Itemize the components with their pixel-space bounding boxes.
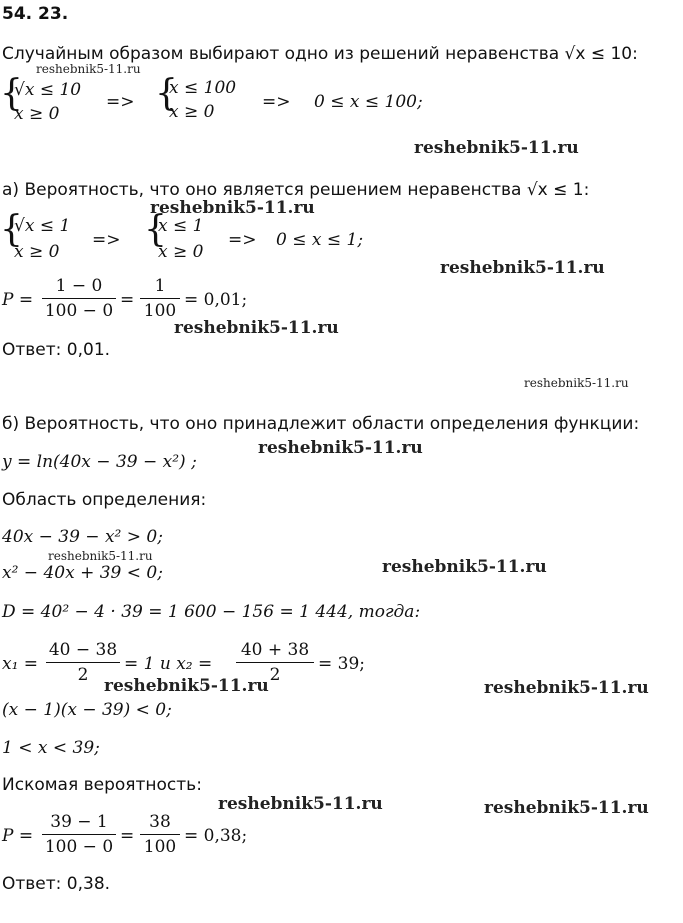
prob-b-fraction-2 [140,812,180,857]
prob-a-rest: = 0,01; [184,290,248,310]
sys1-arrow1: => [106,92,135,112]
fraction-bar [42,834,116,835]
watermark: reshebnik5-11.ru [150,198,315,218]
sys1-a2: x ≥ 0 [14,104,60,124]
prob-b-rest: = 0,38; [184,826,248,846]
sys1-b1: x ≤ 100 [169,78,237,98]
watermark: reshebnik5-11.ru [414,138,579,158]
sys1-arrow2: => [262,92,291,112]
sys-a-result: 0 ≤ x ≤ 1; [276,230,364,250]
interval: 1 < x < 39; [2,738,100,758]
root-mid: = 1 и x₂ = [124,654,213,674]
watermark: reshebnik5-11.ru [258,438,423,458]
numerator: 40 − 38 [48,640,118,660]
fraction-bar [140,834,180,835]
numerator: 1 [154,276,166,296]
sys1-result: 0 ≤ x ≤ 100; [314,92,423,112]
watermark: reshebnik5-11.ru [174,318,339,338]
sys-a-arrow1: => [92,230,121,250]
denominator: 100 − 0 [44,301,114,321]
fraction-bar [236,662,314,663]
numerator: 40 + 38 [240,640,310,660]
part-a-heading: а) Вероятность, что оно является решением неравенства √x ≤ 1: [2,180,590,200]
watermark: reshebnik5-11.ru [484,798,649,818]
denominator: 100 [143,837,177,857]
watermark: reshebnik5-11.ru [104,676,269,696]
numerator: 39 − 1 [50,812,108,832]
root-end: = 39; [318,654,366,674]
brace-left: { [0,209,23,250]
prob-a-fraction-1 [42,276,116,321]
sys-a-a1: √x ≤ 1 [14,216,71,236]
prob-b-fraction-1 [42,812,116,857]
fraction-bar [140,298,180,299]
answer-a: Ответ: 0,01. [2,340,111,360]
function-formula: y = ln(40x − 39 − x²) ; [2,452,197,472]
denominator: 2 [77,665,89,685]
watermark: reshebnik5-11.ru [382,557,547,577]
brace-left: { [155,73,178,114]
sys-a-a2: x ≥ 0 [14,242,60,262]
sys-a-arrow2: => [228,230,257,250]
prob-a-lhs: P = [2,290,34,310]
watermark: reshebnik5-11.ru [218,794,383,814]
watermark: reshebnik5-11.ru [524,376,629,390]
problem-number: 54. 23. [2,4,69,24]
brace-left: { [0,73,23,114]
inequality-2: x² − 40x + 39 < 0; [2,563,163,583]
fraction-bar [42,298,116,299]
prob-a-eq: = [120,290,135,310]
prob-b-lhs: P = [2,826,34,846]
prob-b-eq: = [120,826,135,846]
discriminant: D = 40² − 4 · 39 = 1 600 − 156 = 1 444, тогда: [2,602,421,622]
numerator: 38 [149,812,171,832]
watermark: reshebnik5-11.ru [48,549,153,563]
sys-a-b1: x ≤ 1 [158,216,204,236]
answer-b: Ответ: 0,38. [2,874,111,894]
prob-a-fraction-2 [140,276,180,321]
denominator: 100 [143,301,177,321]
sought-probability-label: Искомая вероятность: [2,775,202,795]
fraction-bar [46,662,120,663]
sys1-a1: √x ≤ 10 [14,80,82,100]
domain-label: Область определения: [2,490,207,510]
watermark: reshebnik5-11.ru [36,62,141,76]
numerator: 1 − 0 [55,276,103,296]
denominator: 100 − 0 [44,837,114,857]
sys-a-b2: x ≥ 0 [158,242,204,262]
factored-inequality: (x − 1)(x − 39) < 0; [2,700,172,720]
denominator: 2 [269,665,281,685]
problem-intro: Случайным образом выбирают одно из решений неравенства √x ≤ 10: [2,44,638,64]
watermark: reshebnik5-11.ru [484,678,649,698]
sys1-b2: x ≥ 0 [169,102,215,122]
inequality-1: 40x − 39 − x² > 0; [2,527,163,547]
watermark: reshebnik5-11.ru [440,258,605,278]
root-x1-label: x₁ = [2,654,39,674]
brace-left: { [144,209,167,250]
part-b-heading: б) Вероятность, что оно принадлежит области определения функции: [2,414,640,434]
